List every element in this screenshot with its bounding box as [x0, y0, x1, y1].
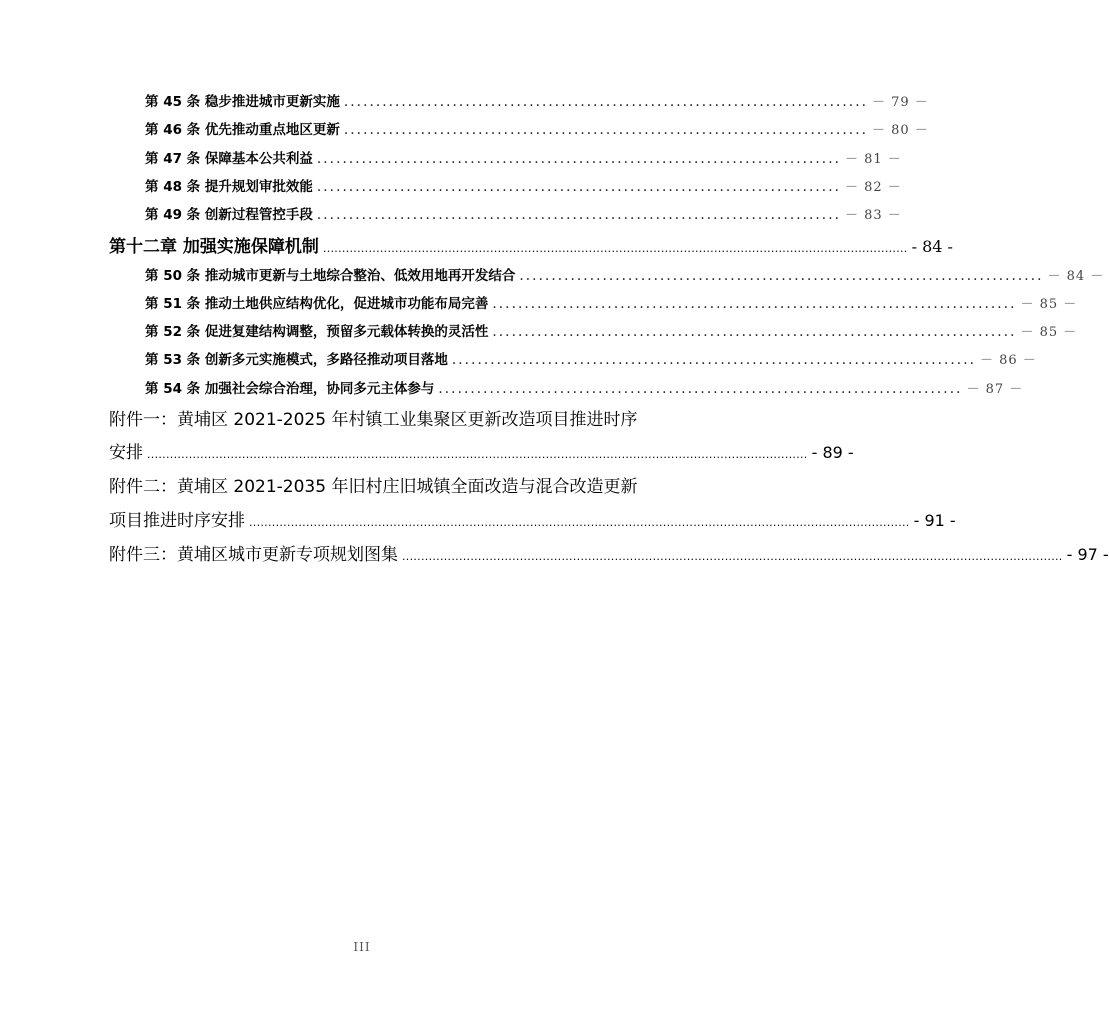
toc-page-number: － 82 －: [844, 180, 902, 195]
toc-entry-appendix-2[interactable]: [109, 472, 638, 497]
toc-leader-dots: ..................................................................................: [438, 381, 963, 397]
toc-entry-chapter-12[interactable]: [109, 232, 953, 257]
toc-entry-label: 第 48 条 提升规划审批效能: [145, 179, 313, 195]
toc-entry-article-53[interactable]: [145, 348, 1037, 368]
toc-page-number: － 86 －: [979, 353, 1037, 368]
toc-page-number: － 85 －: [1020, 297, 1078, 312]
toc-leader-dots: ..................................................................................: [316, 151, 841, 167]
toc-entry-label: 安排: [109, 443, 143, 463]
toc-entry-label: 第 46 条 优先推动重点地区更新: [145, 122, 340, 138]
toc-entry-appendix-1[interactable]: [109, 405, 638, 430]
toc-leader-dots: ..............................................................................................................................................................................: [402, 550, 1063, 563]
toc-page-number: － 87 －: [966, 382, 1024, 397]
toc-entry-article-47[interactable]: [145, 147, 902, 167]
toc-entry-appendix-1-continued[interactable]: [109, 438, 854, 463]
toc-entry-article-54[interactable]: [145, 377, 1024, 397]
toc-page-number: - 91 -: [913, 511, 956, 530]
toc-leader-dots: ..................................................................................: [316, 207, 841, 223]
toc-entry-label: 第 50 条 推动城市更新与土地综合整治、低效用地再开发结合: [145, 268, 516, 284]
toc-entry-article-52[interactable]: [145, 320, 1078, 340]
toc-entry-label: 第 51 条 推动土地供应结构优化，促进城市功能布局完善: [145, 296, 489, 312]
toc-entry-label: 第 52 条 促进复建结构调整，预留多元载体转换的灵活性: [145, 324, 489, 340]
toc-leader-dots: ..................................................................................: [343, 94, 868, 110]
toc-entry-appendix-3[interactable]: [109, 540, 1109, 565]
toc-page-number: － 81 －: [844, 152, 902, 167]
toc-entry-label: 第 49 条 创新过程管控手段: [145, 207, 313, 223]
toc-entry-label: 第 47 条 保障基本公共利益: [145, 151, 313, 167]
toc-leader-dots: ..................................................................................: [451, 352, 976, 368]
toc-leader-dots: ..................................................................................: [492, 296, 1017, 312]
toc-leader-dots: ..................................................................................: [519, 268, 1044, 284]
page-footer-number: III: [353, 940, 371, 954]
toc-entry-label: 第 54 条 加强社会综合治理，协同多元主体参与: [145, 381, 435, 397]
toc-page-number: － 84 －: [1047, 269, 1105, 284]
toc-entry-label: 第 53 条 创新多元实施模式，多路径推动项目落地: [145, 352, 448, 368]
toc-entry-label: 第十二章 加强实施保障机制: [109, 237, 319, 257]
toc-entry-label: 项目推进时序安排: [109, 511, 245, 531]
toc-page-number: - 89 -: [811, 443, 854, 462]
toc-entry-article-45[interactable]: [145, 90, 929, 110]
toc-leader-dots: ..........................................................................................................................................................: [322, 242, 908, 255]
toc-leader-dots: ..............................................................................................................................................................................: [249, 516, 910, 529]
toc-leader-dots: ..............................................................................................................................................................................: [147, 448, 808, 461]
toc-page-number: － 83 －: [844, 208, 902, 223]
toc-entry-label: 附件三：黄埔区城市更新专项规划图集: [109, 545, 398, 565]
toc-entry-article-49[interactable]: [145, 203, 902, 223]
toc-entry-label: 第 45 条 稳步推进城市更新实施: [145, 94, 340, 110]
toc-entry-appendix-2-continued[interactable]: [109, 506, 956, 531]
toc-page-number: － 79 －: [871, 95, 929, 110]
toc-page-number: - 84 -: [911, 237, 953, 256]
toc-page-number: － 80 －: [871, 123, 929, 138]
toc-leader-dots: ..................................................................................: [343, 122, 868, 138]
toc-entry-article-46[interactable]: [145, 118, 929, 138]
toc-entry-label: 附件二：黄埔区 2021-2035 年旧村庄旧城镇全面改造与混合改造更新: [109, 477, 638, 497]
toc-entry-label: 附件一：黄埔区 2021-2025 年村镇工业集聚区更新改造项目推进时序: [109, 410, 638, 430]
toc-entry-article-50[interactable]: [145, 264, 1105, 284]
toc-leader-dots: ..................................................................................: [316, 179, 841, 195]
toc-entry-article-48[interactable]: [145, 175, 902, 195]
toc-page-number: - 97 -: [1066, 545, 1109, 564]
toc-entry-article-51[interactable]: [145, 292, 1078, 312]
toc-page-number: － 85 －: [1020, 325, 1078, 340]
toc-leader-dots: ..................................................................................: [492, 324, 1017, 340]
